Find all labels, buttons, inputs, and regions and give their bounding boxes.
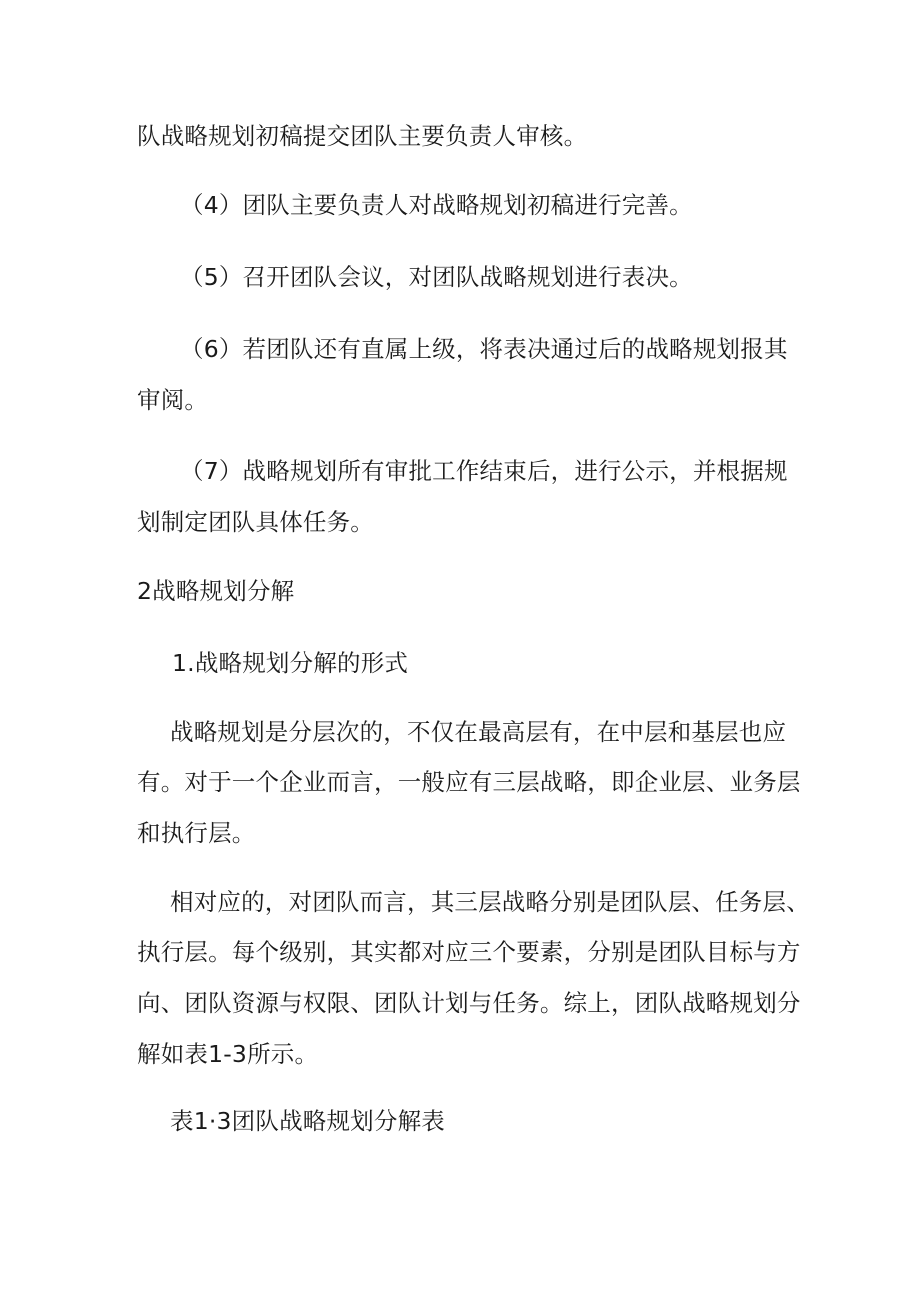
- list-item-4: （4）团队主要负责人对战略规划初稿进行完善。: [180, 191, 693, 219]
- paragraph-line: 队战略规划初稿提交团队主要负责人审核。: [137, 122, 588, 150]
- list-item-7: （7）战略规划所有审批工作结束后，进行公示，并根据规: [180, 457, 788, 485]
- list-item-6: （6）若团队还有直属上级，将表决通过后的战略规划报其: [180, 335, 788, 363]
- paragraph-line: 有。对于一个企业而言，一般应有三层战略，即企业层、业务层: [137, 768, 801, 796]
- table-caption: 表1·3团队战略规划分解表: [170, 1107, 445, 1135]
- section-heading: 2战略规划分解: [137, 577, 295, 605]
- paragraph-line: 向、团队资源与权限、团队计划与任务。综上，团队战略规划分: [137, 989, 801, 1017]
- list-item-5: （5）召开团队会议，对团队战略规划进行表决。: [180, 263, 693, 291]
- paragraph-line: 审阅。: [137, 386, 209, 414]
- paragraph-line: 划制定团队具体任务。: [137, 508, 374, 536]
- paragraph-line: 战略规划是分层次的，不仅在最高层有，在中层和基层也应: [170, 718, 787, 746]
- paragraph-line: 相对应的，对团队而言，其三层战略分别是团队层、任务层、: [170, 888, 810, 916]
- paragraph-line: 解如表1-3所示。: [137, 1040, 319, 1068]
- paragraph-line: 和执行层。: [137, 819, 256, 847]
- paragraph-line: 执行层。每个级别，其实都对应三个要素，分别是团队目标与方: [137, 938, 801, 966]
- subsection-heading: 1.战略规划分解的形式: [172, 649, 409, 677]
